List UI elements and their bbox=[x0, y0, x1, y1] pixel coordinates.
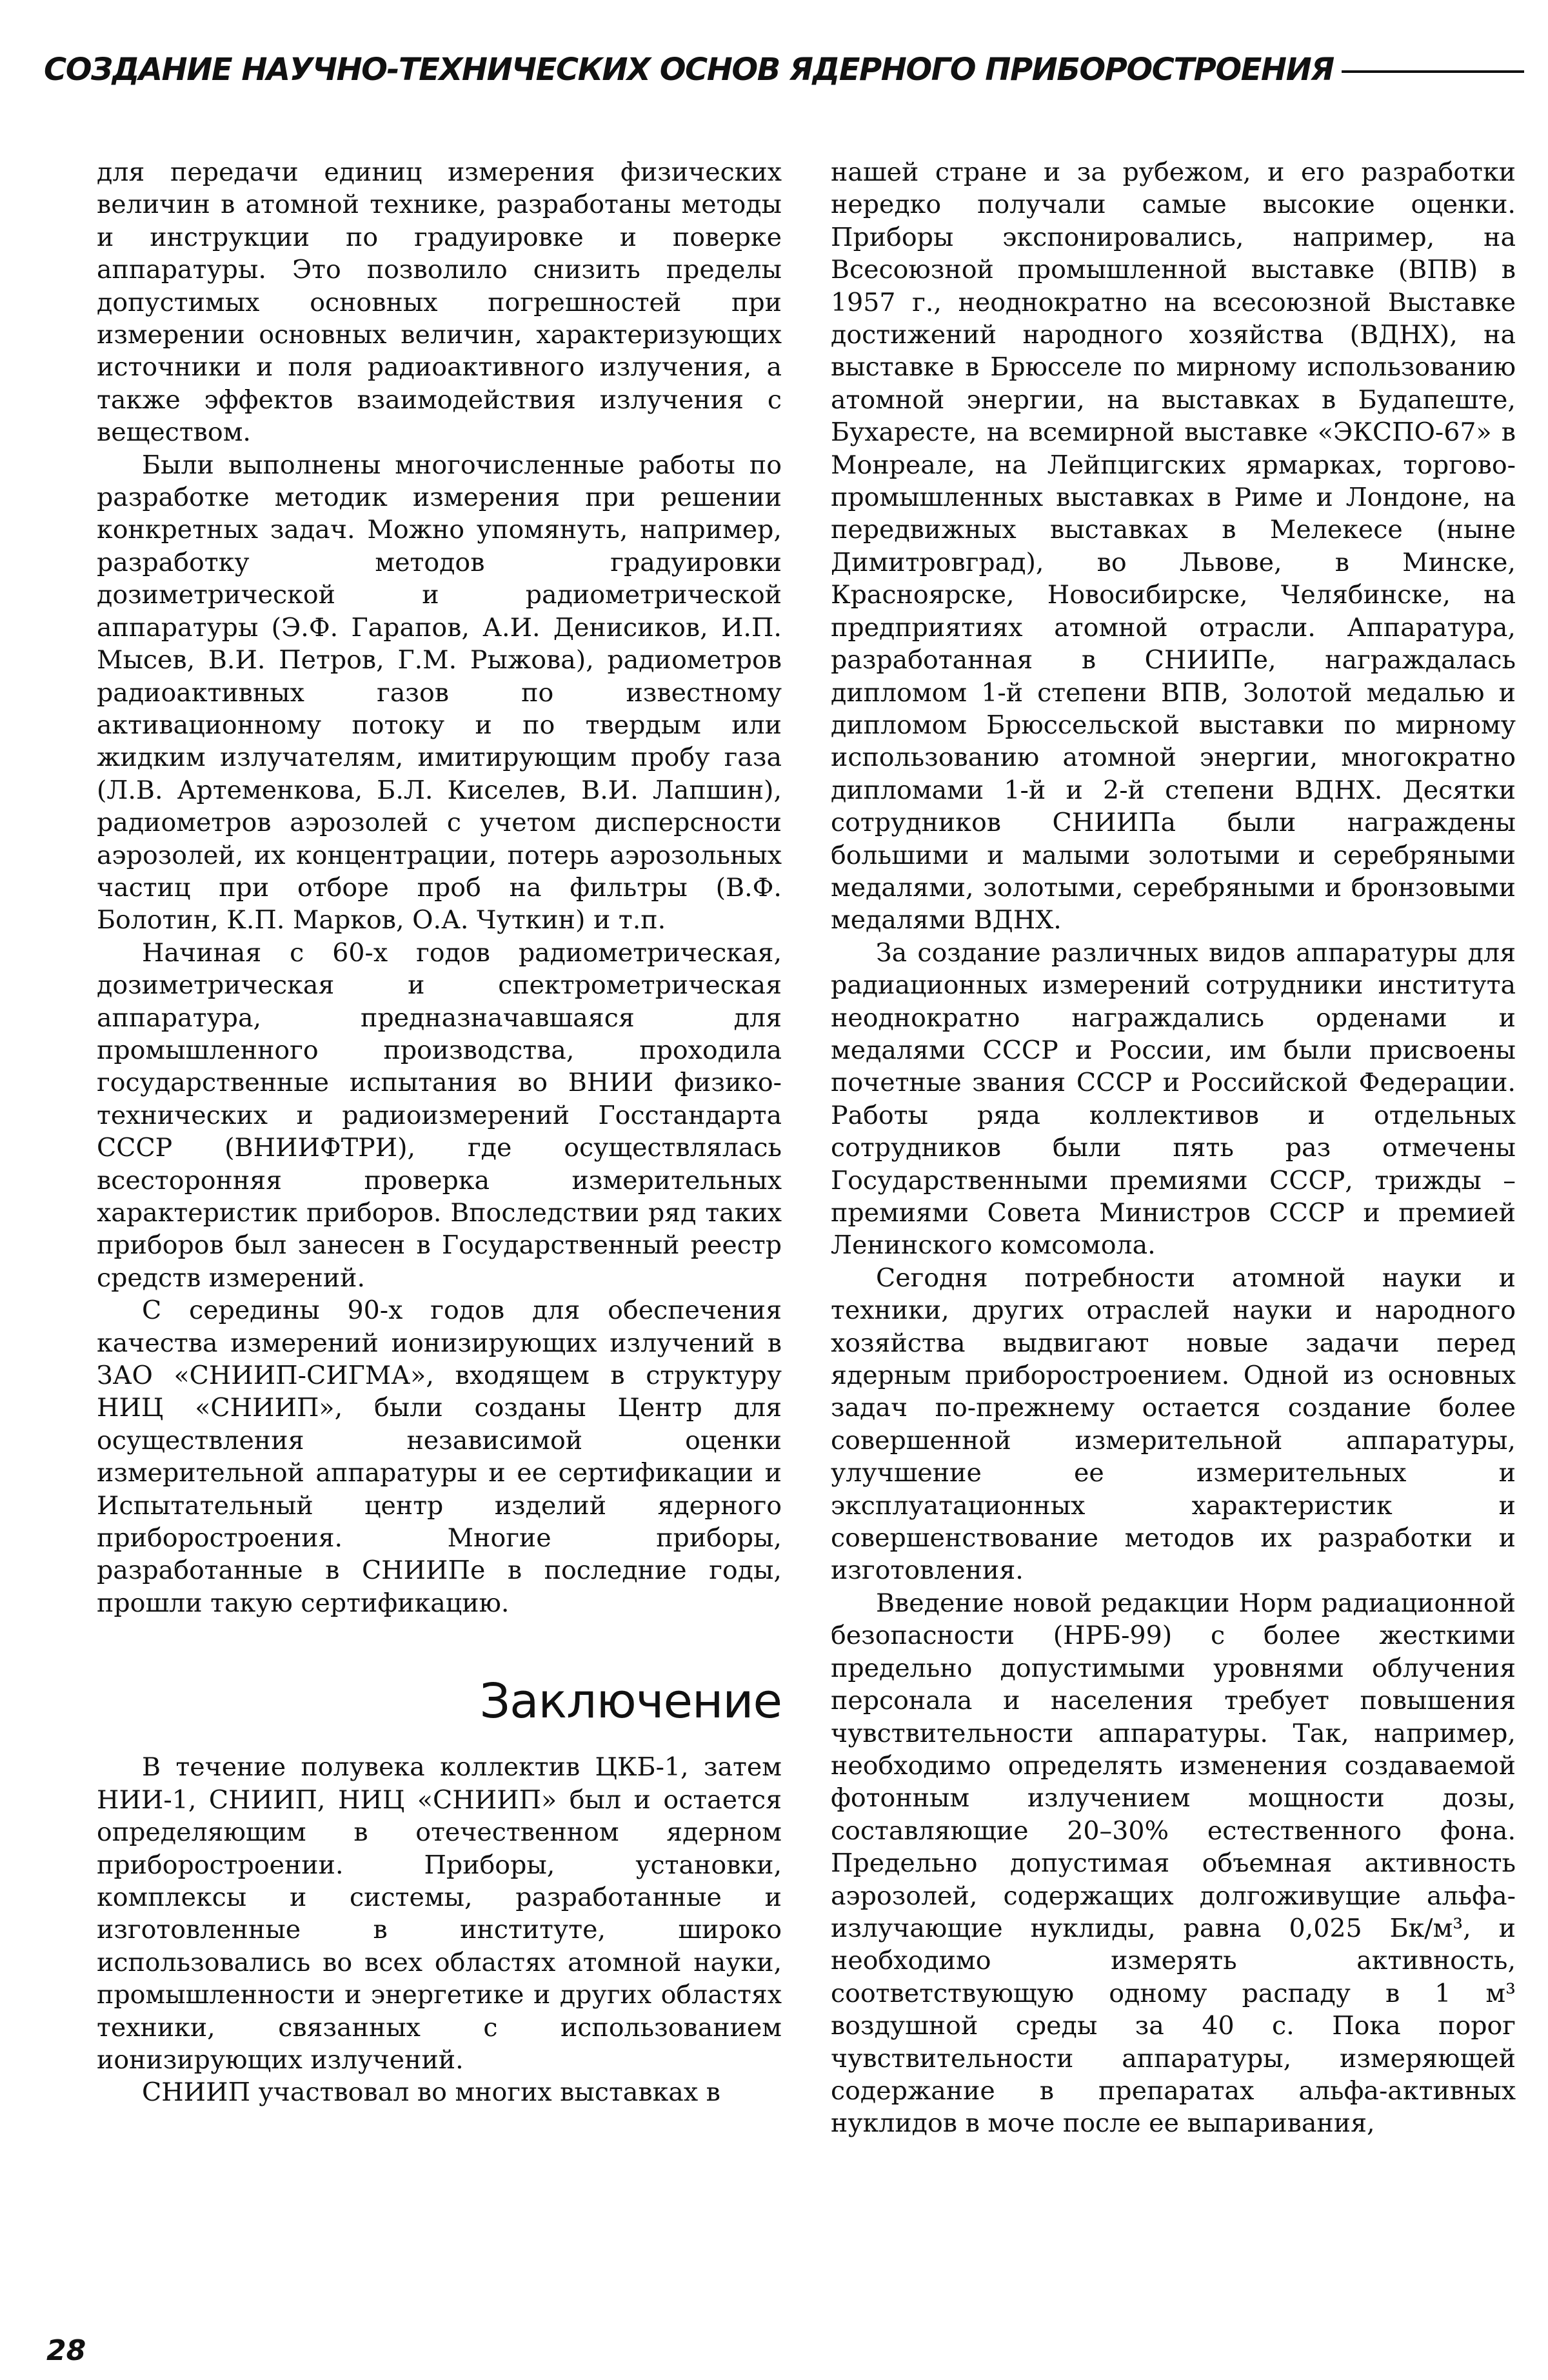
paragraph: С середины 90-х годов для обеспечения качества измерений ионизирующих излучений в ЗАО «СНИИП-СИГМА», входящем в структуру НИЦ «СНИИП», были созданы Центр для осуществления независимой оценки измерительной аппаратуры и ее сертификации и Испытательный центр изделий ядерного приборостроения. Многие приборы, разработанные в СНИИПе в последние годы, прошли такую сертификацию. bbox=[97, 1295, 782, 1618]
page-number: 28 bbox=[46, 2334, 86, 2367]
paragraph: нашей стране и за рубежом, и его разработки нередко получали самые высокие оценки. Приборы экспонировались, например, на Всесоюзной промышленной выставке (ВПВ) в 1957 г., неоднократно на всесоюзной Выставке достижений народного хозяйства (ВДНХ), на выставке в Брюсселе по мирному использованию атомной энергии, на выставках в Будапеште, Бухаресте, на всемирной выставке «ЭКСПО-67» в Монреале, на Лейпцигских ярмарках, торгово-промышленных выставках в Риме и Лондоне, на передвижных выставках в Мелекесе (ныне Димитровград), во Львове, в Минске, Красноярске, Новосибирске, Челябинске, на предприятиях атомной отрасли. Аппаратура, разработанная в СНИИПе, награждалась дипломом 1-й степени ВПВ, Золотой медалью и дипломом Брюссельской выставки по мирному использованию атомной энергии, многократно дипломами 1-й и 2-й степени ВДНХ. Десятки сотрудников СНИИПа были награждены большими и малыми золотыми и серебряными медалями, золотыми, серебряными и бронзовыми медалями ВДНХ. bbox=[831, 157, 1516, 935]
section-heading-conclusion: Заключение bbox=[479, 1674, 782, 1730]
header-rule bbox=[1342, 70, 1524, 73]
running-header bbox=[44, 52, 1524, 88]
paragraph: Сегодня потребности атомной науки и техники, других отраслей науки и народного хозяйства выдвигают новые задачи перед ядерным приборостроением. Одной из основных задач по-прежнему остается создание более совершенной измерительной аппаратуры, улучшение ее измерительных и эксплуатационных характеристик и совершенствование методов их разработки и изготовления. bbox=[831, 1263, 1516, 1586]
paragraph: Введение новой редакции Норм радиационной безопасности (НРБ-99) с более жесткими предельно допустимыми уровнями облучения персонала и населения требует повышения чувствительности аппаратуры. Так, например, необходимо определять изменения создаваемой фотонным излучением мощности дозы, составляющие 20–30% естественного фона. Предельно допустимая объемная активность аэрозолей, содержащих долгоживущие альфа-излучающие нуклиды, равна 0,025 Бк/м³, и необходимо измерять активность, соответствующую одному распаду в 1 м³ воздушной среды за 40 с. Пока порог чувствительности аппаратуры, измеряющей содержание в препаратах альфа-активных нуклидов в моче после ее выпаривания, bbox=[831, 1588, 1516, 2139]
paragraph: Были выполнены многочисленные работы по разработке методик измерения при решении конкретных задач. Можно упомянуть, например, разработку методов градуировки дозиметрической и радиометрической аппаратуры (Э.Ф. Гарапов, А.И. Денисиков, И.П. Мысев, В.И. Петров, Г.М. Рыжова), радиометров радиоактивных газов по известному активационному потоку и по твердым или жидким излучателям, имитирующим пробу газа (Л.В. Артеменкова, Б.Л. Киселев, В.И. Лапшин), радиометров аэрозолей с учетом дисперсности аэрозолей, их концентрации, потерь аэрозольных частиц при отборе проб на фильтры (В.Ф. Болотин, К.П. Марков, О.А. Чуткин) и т.п. bbox=[97, 450, 782, 935]
left-column bbox=[97, 156, 782, 2109]
paragraph: В течение полувека коллектив ЦКБ-1, затем НИИ-1, СНИИП, НИЦ «СНИИП» был и остается определяющим в отечественном ядерном приборостроении. Приборы, установки, комплексы и системы, разработанные и изготовленные в институте, широко использовались во всех областях атомной науки, промышленности и энергетике и других областях техники, связанных с использованием ионизирующих излучений. bbox=[97, 1752, 782, 2075]
right-column bbox=[831, 156, 1516, 2140]
paragraph: для передачи единиц измерения физических величин в атомной технике, разработаны методы и инструкции по градуировке и поверке аппаратуры. Это позволило снизить пределы допустимых основных погрешностей при измерении основных величин, характеризующих источники и поля радиоактивного излучения, а также эффектов взаимодействия излучения с веществом. bbox=[97, 157, 782, 448]
running-header-title: СОЗДАНИЕ НАУЧНО-ТЕХНИЧЕСКИХ ОСНОВ ЯДЕРНОГО ПРИБОРОСТРОЕНИЯ bbox=[44, 52, 1334, 88]
paragraph: За создание различных видов аппаратуры для радиационных измерений сотрудники института неоднократно награждались орденами и медалями СССР и России, им были присвоены почетные звания СССР и Российской Федерации. Работы ряда коллективов и отдельных сотрудников были пять раз отмечены Государственными премиями СССР, трижды – премиями Совета Министров СССР и премией Ленинского комсомола. bbox=[831, 937, 1516, 1261]
paragraph: СНИИП участвовал во многих выставках в bbox=[142, 2077, 720, 2108]
paragraph: Начиная с 60-х годов радиометрическая, дозиметрическая и спектрометрическая аппаратура, предназначавшаяся для промышленного производства, проходила государственные испытания во ВНИИ физико-технических и радиоизмерений Госстандарта СССР (ВНИИФТРИ), где осуществлялась всесторонняя проверка измерительных характеристик приборов. Впоследствии ряд таких приборов был занесен в Государственный реестр средств измерений. bbox=[97, 937, 782, 1293]
